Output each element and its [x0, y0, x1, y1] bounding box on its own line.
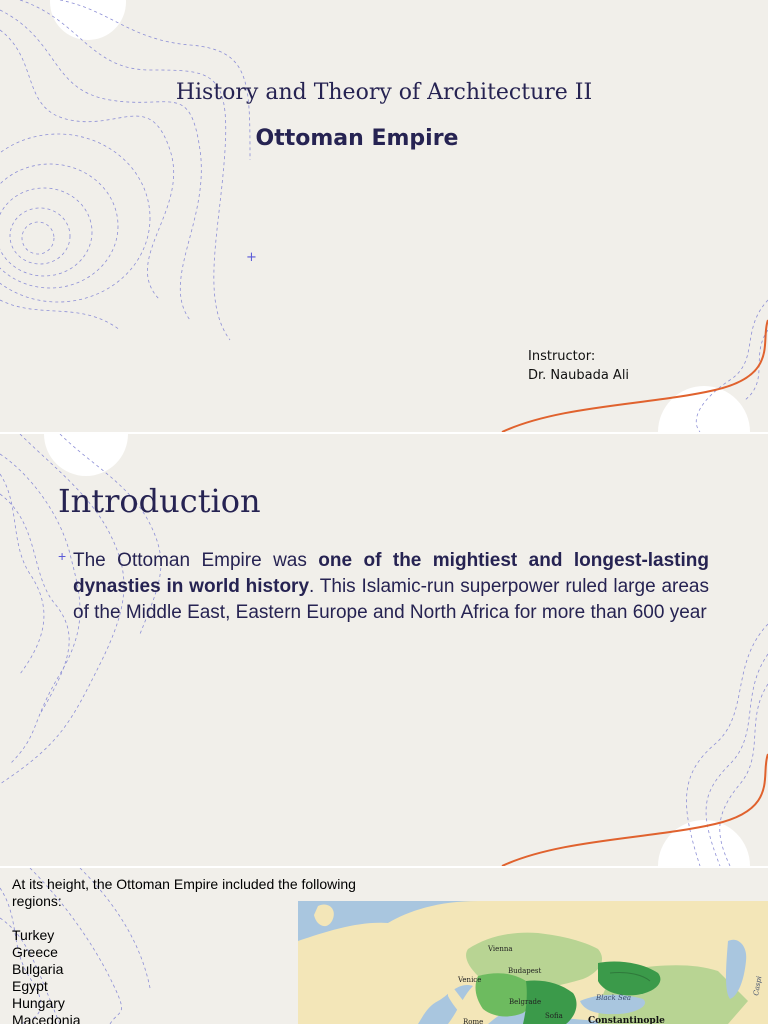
plus-bullet-icon: + [58, 548, 67, 564]
section-heading: Introduction [58, 482, 261, 520]
intro-text-end: . This Islamic-run superpower ruled large areas of the Middle East, Eastern Europe and North Africa for more than 600 year [73, 576, 709, 623]
map-label-rome: Rome [463, 1018, 484, 1024]
list-item: Egypt [12, 978, 48, 994]
plus-icon: + [246, 250, 257, 265]
regions-slide [0, 868, 768, 1024]
intro-text-emphasis: one of the mightiest and longest-lasting dynasties in world history [73, 550, 709, 597]
regions-intro: At its height, the Ottoman Empire included the following regions: [12, 876, 356, 909]
instructor-label: Instructor: [528, 349, 596, 364]
map-label-black-sea: Black Sea [596, 994, 632, 1002]
map-label-budapest: Budapest [508, 967, 542, 975]
map-label-venice: Venice [458, 976, 482, 984]
intro-text-start: The Ottoman Empire was [73, 550, 319, 571]
intro-paragraph [73, 548, 709, 626]
title-slide [0, 0, 768, 432]
list-item: Hungary [12, 995, 65, 1011]
list-item: Greece [12, 944, 58, 960]
map-label-sofia: Sofia [545, 1012, 563, 1020]
instructor-name: Dr. Naubada Ali [528, 368, 630, 383]
presentation-title: Ottoman Empire [255, 126, 459, 151]
introduction-slide [0, 434, 768, 866]
ottoman-empire-map [298, 901, 768, 1024]
slide-decoration [0, 0, 768, 432]
map-label-caspian: Caspi [752, 975, 764, 997]
map-label-belgrade: Belgrade [509, 998, 542, 1006]
list-item: Macedonia [12, 1012, 81, 1024]
course-title: History and Theory of Architecture II [175, 80, 593, 105]
list-item: Turkey [12, 927, 55, 943]
map-label-vienna: Vienna [488, 945, 513, 953]
list-item: Bulgaria [12, 961, 64, 977]
map-label-constantinople: Constantinople [588, 1016, 665, 1024]
instructor-block [528, 347, 629, 385]
